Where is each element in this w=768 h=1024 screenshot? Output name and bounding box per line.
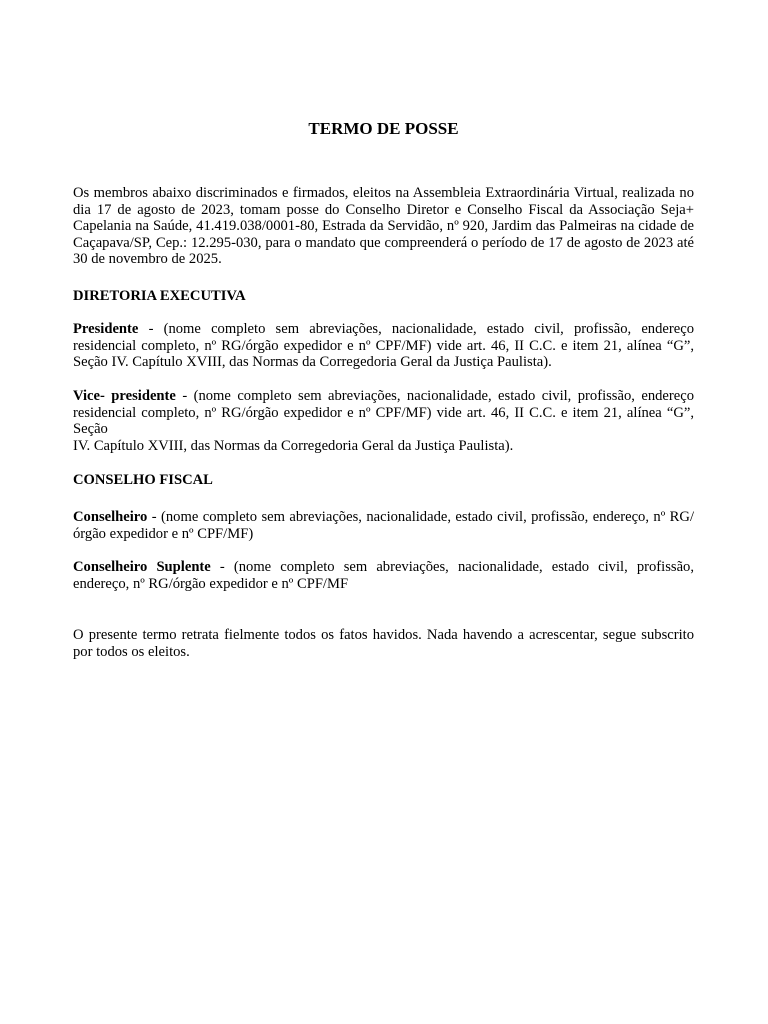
conselho-heading: CONSELHO FISCAL xyxy=(73,472,213,488)
conselheiro-paragraph xyxy=(73,509,694,542)
intro-paragraph: Os membros abaixo discriminados e firmados, eleitos na Assembleia Extraordinária Virtual, realizada no dia 17 de agosto de 2023, tomam posse do Conselho Diretor e Conselho Fiscal da Associação Seja+ Capelania na Saúde, 41.419.038/0001-80, Estrada da Servidão, nº 920, Jardim das Palmeiras na cidade de Caçapava/SP, Cep.: 12.295-030, para o mandato que compreenderá o período de 17 de agosto de 2023 até 30 de novembro de 2025. xyxy=(73,185,694,268)
vice-presidente-text: - (nome completo sem abreviações, nacionalidade, estado civil, profissão, endereço residencial completo, nº RG/órgão expedidor e nº CPF/MF) vide art. 46, II C.C. e item 21, alínea “G”, Seção xyxy=(73,388,694,438)
conselheiro-label: Conselheiro xyxy=(73,509,148,525)
conselheiro-suplente-paragraph xyxy=(73,559,694,592)
vice-presidente-text-cont: IV. Capítulo XVIII, das Normas da Corregedoria Geral da Justiça Paulista). xyxy=(73,437,514,454)
diretoria-heading: DIRETORIA EXECUTIVA xyxy=(73,288,246,304)
conselheiro-suplente-label: Conselheiro Suplente xyxy=(73,559,211,575)
presidente-text: - (nome completo sem abreviações, nacionalidade, estado civil, profissão, endereço residencial completo, nº RG/órgão expedidor e nº CPF/MF) vide art. 46, II C.C. e item 21, alínea “G”, Seção IV. Capítulo XVIII, das Normas da Corregedoria Geral da Justiça Paulista). xyxy=(73,321,694,371)
conselheiro-suplente-text: - (nome completo sem abreviações, nacionalidade, estado civil, profissão, endereço, nº RG/órgão expedidor e nº CPF/MF xyxy=(73,559,695,592)
vice-presidente-label: Vice- presidente xyxy=(73,388,176,404)
conselheiro-text: - (nome completo sem abreviações, nacionalidade, estado civil, profissão, endereço, nº RG/órgão expedidor e nº CPF/MF) xyxy=(73,509,694,542)
document-title: TERMO DE POSSE xyxy=(308,119,459,138)
presidente-paragraph xyxy=(73,321,694,371)
vice-presidente-paragraph xyxy=(73,388,694,454)
presidente-label: Presidente xyxy=(73,321,139,337)
vice-presidente-block xyxy=(73,388,694,438)
closing-paragraph: O presente termo retrata fielmente todos os fatos havidos. Nada havendo a acrescentar, segue subscrito por todos os eleitos. xyxy=(73,627,694,660)
